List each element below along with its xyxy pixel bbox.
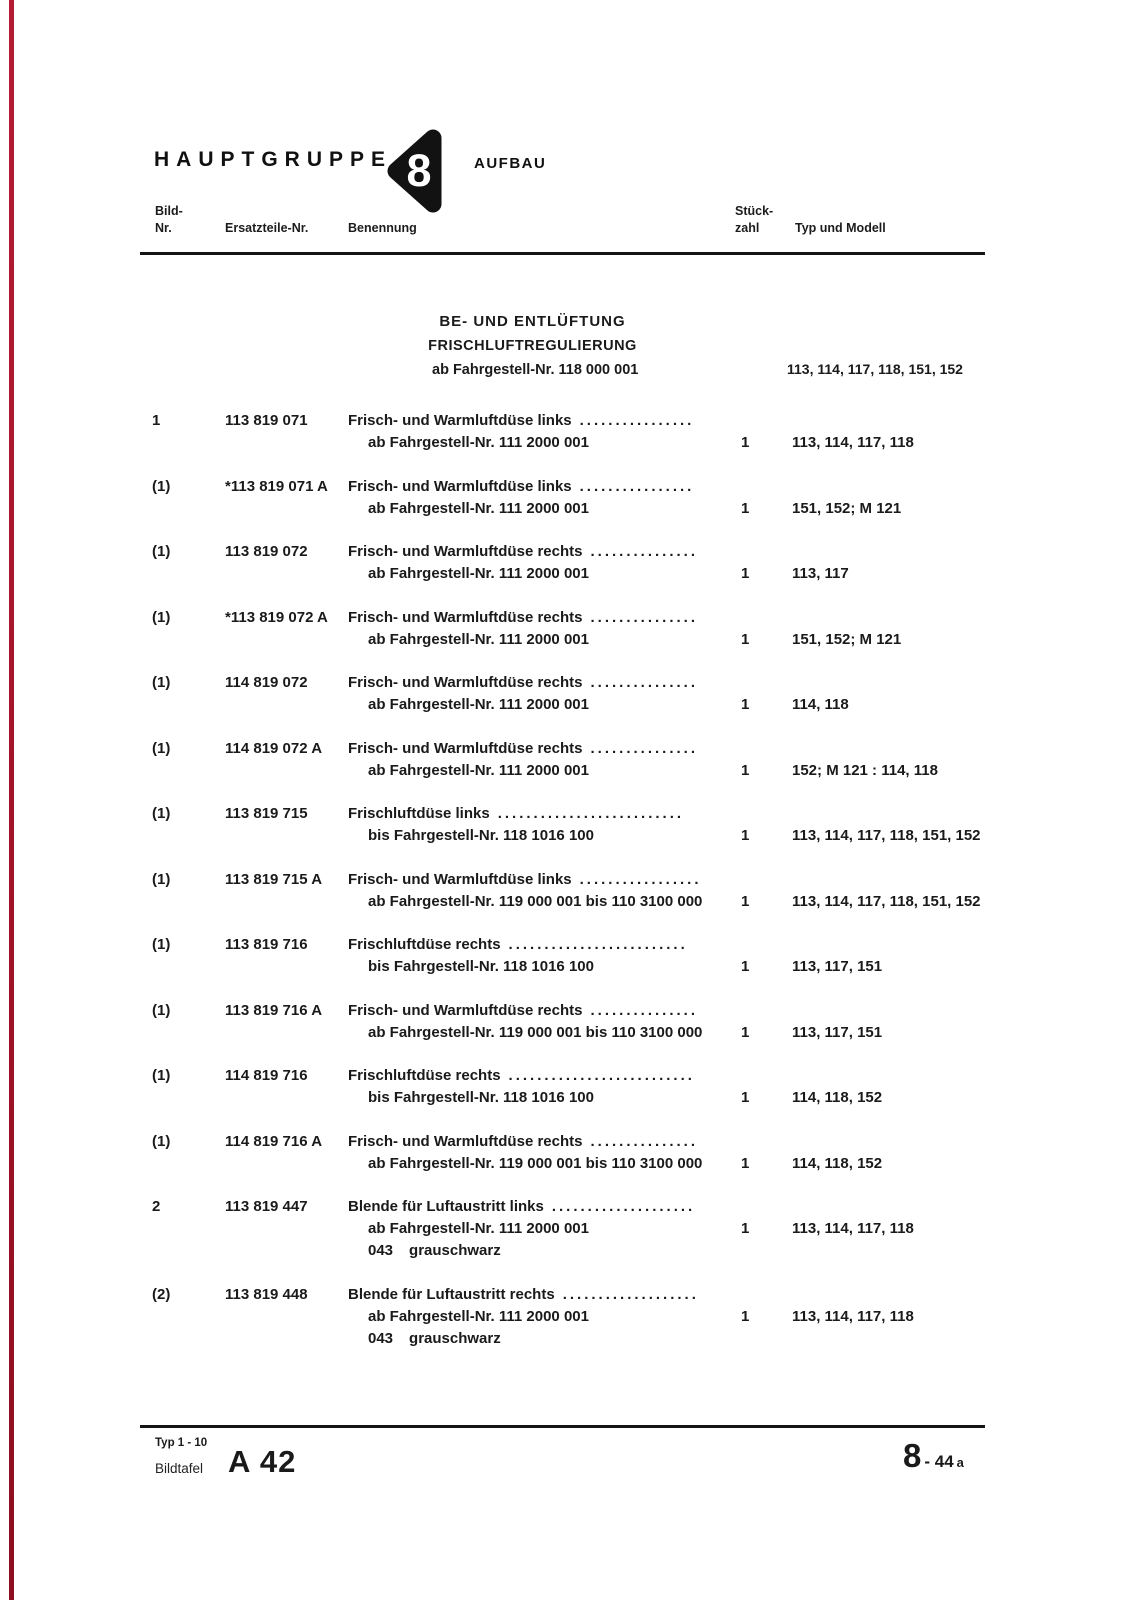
type-model-cell: 151, 152; M 121 bbox=[792, 630, 902, 648]
description-cell bbox=[348, 1065, 735, 1109]
group-name: AUFBAU bbox=[474, 155, 547, 172]
quantity-cell: 1 bbox=[741, 827, 750, 844]
description-cell bbox=[348, 1196, 735, 1262]
quantity-cell: 1 bbox=[741, 1307, 750, 1325]
type-model-cell: 152; M 121 : 114, 118 bbox=[792, 761, 938, 779]
parts-row bbox=[140, 410, 985, 454]
quantity-cell: 1 bbox=[741, 1154, 750, 1172]
section-title: BE- UND ENTLÜFTUNG bbox=[439, 313, 626, 330]
description-cell bbox=[348, 803, 735, 847]
bild-nr-cell: (1) bbox=[152, 543, 171, 560]
quantity-cell: 1 bbox=[741, 565, 750, 582]
part-number-cell: 114 819 072 bbox=[225, 674, 308, 691]
chassis-range-line: ab Fahrgestell-Nr. 111 2000 001 bbox=[368, 499, 589, 517]
footer-plate-label: Bildtafel bbox=[155, 1461, 204, 1476]
description-cell bbox=[348, 934, 735, 978]
quantity-cell: 1 bbox=[741, 1089, 750, 1106]
dot-leader: ............... bbox=[590, 1001, 698, 1019]
chassis-range-line: ab Fahrgestell-Nr. 111 2000 001 bbox=[368, 1307, 589, 1325]
group-badge-icon bbox=[383, 126, 447, 218]
bild-nr-cell: (1) bbox=[152, 1132, 171, 1150]
color-code: 043 bbox=[368, 1329, 394, 1347]
parts-row bbox=[140, 1131, 985, 1175]
parts-row bbox=[140, 476, 985, 520]
part-name: Frisch- und Warmluftdüse rechts bbox=[348, 1001, 583, 1019]
dot-leader: ................ bbox=[579, 412, 695, 429]
color-name: grauschwarz bbox=[409, 1242, 501, 1259]
description-cell bbox=[348, 607, 735, 651]
dot-leader: ............... bbox=[590, 674, 698, 691]
part-name-line bbox=[348, 803, 735, 825]
type-model-cell: 114, 118 bbox=[792, 696, 849, 713]
part-name-line bbox=[348, 672, 735, 694]
column-header-qty-line2: zahl bbox=[735, 221, 760, 235]
part-name: Blende für Luftaustritt rechts bbox=[348, 1285, 555, 1303]
type-model-cell: 113, 114, 117, 118, 151, 152 bbox=[792, 892, 981, 910]
bild-nr-cell: (1) bbox=[152, 805, 171, 822]
quantity-cell: 1 bbox=[741, 1220, 750, 1237]
part-number-cell: 114 819 716 bbox=[225, 1067, 308, 1084]
dot-leader: .......................... bbox=[508, 1067, 695, 1084]
column-header-bild-line1: Bild- bbox=[155, 204, 183, 218]
part-name: Blende für Luftaustritt links bbox=[348, 1198, 544, 1215]
main-group-badge bbox=[383, 126, 447, 218]
parts-row bbox=[140, 541, 985, 585]
part-name: Frischluftdüse rechts bbox=[348, 1067, 501, 1084]
part-name-line bbox=[348, 1065, 735, 1087]
part-name-line bbox=[348, 934, 735, 956]
part-name-line bbox=[348, 410, 735, 432]
bild-nr-cell: (1) bbox=[152, 936, 171, 953]
footer-page-number bbox=[903, 1437, 964, 1475]
quantity-cell: 1 bbox=[741, 630, 750, 648]
dot-leader: ............... bbox=[590, 739, 698, 757]
type-model-cell: 113, 114, 117, 118 bbox=[792, 434, 914, 451]
chassis-range-line: ab Fahrgestell-Nr. 111 2000 001 bbox=[368, 565, 589, 582]
description-cell bbox=[348, 1284, 735, 1350]
quantity-cell: 1 bbox=[741, 499, 750, 517]
part-name: Frisch- und Warmluftdüse links bbox=[348, 477, 572, 495]
chassis-range-line: ab Fahrgestell-Nr. 111 2000 001 bbox=[368, 630, 589, 648]
part-number-cell: 113 819 071 bbox=[225, 412, 308, 429]
dot-leader: ............... bbox=[590, 543, 698, 560]
part-name-line bbox=[348, 607, 735, 629]
description-cell bbox=[348, 738, 735, 782]
part-name: Frisch- und Warmluftdüse links bbox=[348, 870, 572, 888]
part-name-line bbox=[348, 476, 735, 498]
bild-nr-cell: (1) bbox=[152, 870, 171, 888]
column-header-benennung: Benennung bbox=[348, 221, 417, 235]
part-number-cell: 113 819 448 bbox=[225, 1285, 308, 1303]
bild-nr-cell: (1) bbox=[152, 1001, 171, 1019]
bild-nr-cell: (1) bbox=[152, 477, 171, 495]
chassis-range-line: bis Fahrgestell-Nr. 118 1016 100 bbox=[368, 958, 594, 975]
quantity-cell: 1 bbox=[741, 892, 750, 910]
column-header-ersatzteile-nr: Ersatzteile-Nr. bbox=[225, 221, 309, 235]
dot-leader: ................. bbox=[579, 870, 702, 888]
color-note-line bbox=[348, 1240, 735, 1262]
part-name-line bbox=[348, 1131, 735, 1153]
parts-row bbox=[140, 934, 985, 978]
part-name-line bbox=[348, 1000, 735, 1022]
bild-nr-cell: (1) bbox=[152, 739, 171, 757]
part-number-cell: 113 819 447 bbox=[225, 1198, 308, 1215]
description-cell bbox=[348, 1131, 735, 1175]
part-number-cell: 113 819 716 bbox=[225, 936, 308, 953]
part-name-line bbox=[348, 738, 735, 760]
dot-leader: .......................... bbox=[497, 805, 685, 822]
type-model-cell: 113, 117, 151 bbox=[792, 1023, 883, 1041]
column-header-bild-nr bbox=[155, 203, 183, 237]
chassis-range-line: ab Fahrgestell-Nr. 119 000 001 bis 110 3100 000 bbox=[368, 892, 703, 910]
parts-row bbox=[140, 869, 985, 913]
section-chassis-note: ab Fahrgestell-Nr. 118 000 001 bbox=[432, 362, 639, 378]
chassis-range-line: bis Fahrgestell-Nr. 118 1016 100 bbox=[368, 827, 594, 844]
description-cell bbox=[348, 869, 735, 913]
parts-row bbox=[140, 1000, 985, 1044]
page-edge-line bbox=[9, 0, 14, 1600]
part-name-line bbox=[348, 1196, 735, 1218]
part-name-line bbox=[348, 869, 735, 891]
color-code: 043 bbox=[368, 1242, 394, 1259]
column-header-stueckzahl bbox=[735, 203, 773, 237]
part-number-cell: 114 819 072 A bbox=[225, 739, 323, 757]
part-name: Frisch- und Warmluftdüse rechts bbox=[348, 674, 583, 691]
part-number-cell: *113 819 071 A bbox=[225, 477, 328, 495]
description-cell bbox=[348, 1000, 735, 1044]
footer-type-range: Typ 1 - 10 bbox=[155, 1437, 208, 1449]
bild-nr-cell: (2) bbox=[152, 1285, 171, 1303]
section-subtitle: FRISCHLUFTREGULIERUNG bbox=[428, 338, 637, 354]
group-number: 8 bbox=[406, 145, 432, 196]
main-group-label: HAUPTGRUPPE bbox=[154, 148, 393, 171]
type-model-cell: 151, 152; M 121 bbox=[792, 499, 902, 517]
bild-nr-cell: (1) bbox=[152, 608, 171, 626]
type-model-cell: 113, 117, 151 bbox=[792, 958, 883, 975]
part-number-cell: 113 819 715 bbox=[225, 805, 308, 822]
dot-leader: ................ bbox=[579, 477, 695, 495]
parts-row bbox=[140, 738, 985, 782]
type-model-cell: 113, 114, 117, 118 bbox=[792, 1307, 914, 1325]
description-cell bbox=[348, 476, 735, 520]
part-number-cell: 114 819 716 A bbox=[225, 1132, 323, 1150]
parts-row bbox=[140, 803, 985, 847]
page-number-dash: - 44 bbox=[924, 1452, 954, 1471]
chassis-range-line: ab Fahrgestell-Nr. 111 2000 001 bbox=[368, 761, 589, 779]
column-header-typ-und-modell: Typ und Modell bbox=[795, 221, 886, 235]
footer-divider-rule bbox=[140, 1425, 985, 1428]
quantity-cell: 1 bbox=[741, 958, 750, 975]
bild-nr-cell: 2 bbox=[152, 1198, 161, 1215]
page-number-main: 8 bbox=[903, 1437, 922, 1474]
part-name-line bbox=[348, 541, 735, 563]
chassis-range-line: ab Fahrgestell-Nr. 111 2000 001 bbox=[368, 434, 589, 451]
type-model-cell: 114, 118, 152 bbox=[792, 1154, 883, 1172]
parts-row bbox=[140, 1196, 985, 1262]
color-note-line bbox=[348, 1328, 735, 1350]
part-name: Frisch- und Warmluftdüse rechts bbox=[348, 608, 583, 626]
chassis-range-line: ab Fahrgestell-Nr. 111 2000 001 bbox=[368, 696, 589, 713]
dot-leader: ......................... bbox=[508, 936, 688, 953]
column-header-qty-line1: Stück- bbox=[735, 204, 774, 218]
section-type-list: 113, 114, 117, 118, 151, 152 bbox=[787, 361, 963, 377]
description-cell bbox=[348, 541, 735, 585]
header-divider-rule bbox=[140, 252, 985, 255]
quantity-cell: 1 bbox=[741, 434, 750, 451]
part-number-cell: *113 819 072 A bbox=[225, 608, 328, 626]
chassis-range-line: ab Fahrgestell-Nr. 111 2000 001 bbox=[368, 1220, 589, 1237]
part-number-cell: 113 819 072 bbox=[225, 543, 308, 560]
chassis-range-line: ab Fahrgestell-Nr. 119 000 001 bis 110 3100 000 bbox=[368, 1023, 703, 1041]
part-name: Frisch- und Warmluftdüse rechts bbox=[348, 1132, 583, 1150]
parts-row bbox=[140, 1065, 985, 1109]
part-name: Frisch- und Warmluftdüse links bbox=[348, 412, 572, 429]
parts-table-body bbox=[140, 410, 985, 1350]
parts-row bbox=[140, 672, 985, 716]
description-cell bbox=[348, 672, 735, 716]
dot-leader: ............... bbox=[590, 608, 698, 626]
parts-row bbox=[140, 1284, 985, 1350]
column-header-bild-line2: Nr. bbox=[155, 221, 172, 235]
parts-row bbox=[140, 607, 985, 651]
type-model-cell: 114, 118, 152 bbox=[792, 1089, 883, 1106]
dot-leader: ................... bbox=[562, 1285, 699, 1303]
part-name: Frischluftdüse links bbox=[348, 805, 490, 822]
chassis-range-line: ab Fahrgestell-Nr. 119 000 001 bis 110 3100 000 bbox=[368, 1154, 703, 1172]
part-name: Frischluftdüse rechts bbox=[348, 936, 501, 953]
part-name-line bbox=[348, 1284, 735, 1306]
part-name: Frisch- und Warmluftdüse rechts bbox=[348, 543, 583, 560]
quantity-cell: 1 bbox=[741, 696, 750, 713]
bild-nr-cell: (1) bbox=[152, 1067, 171, 1084]
color-name: grauschwarz bbox=[409, 1329, 501, 1347]
dot-leader: ............... bbox=[590, 1132, 698, 1150]
quantity-cell: 1 bbox=[741, 1023, 750, 1041]
footer-plate-number: A 42 bbox=[228, 1444, 297, 1479]
bild-nr-cell: 1 bbox=[152, 412, 161, 429]
quantity-cell: 1 bbox=[741, 761, 750, 779]
type-model-cell: 113, 114, 117, 118, 151, 152 bbox=[792, 827, 981, 844]
page-number-suffix: a bbox=[956, 1455, 964, 1470]
description-cell bbox=[348, 410, 735, 454]
part-number-cell: 113 819 716 A bbox=[225, 1001, 323, 1019]
chassis-range-line: bis Fahrgestell-Nr. 118 1016 100 bbox=[368, 1089, 594, 1106]
bild-nr-cell: (1) bbox=[152, 674, 171, 691]
part-number-cell: 113 819 715 A bbox=[225, 870, 323, 888]
type-model-cell: 113, 117 bbox=[792, 565, 849, 582]
type-model-cell: 113, 114, 117, 118 bbox=[792, 1220, 914, 1237]
part-name: Frisch- und Warmluftdüse rechts bbox=[348, 739, 583, 757]
dot-leader: .................... bbox=[551, 1198, 696, 1215]
